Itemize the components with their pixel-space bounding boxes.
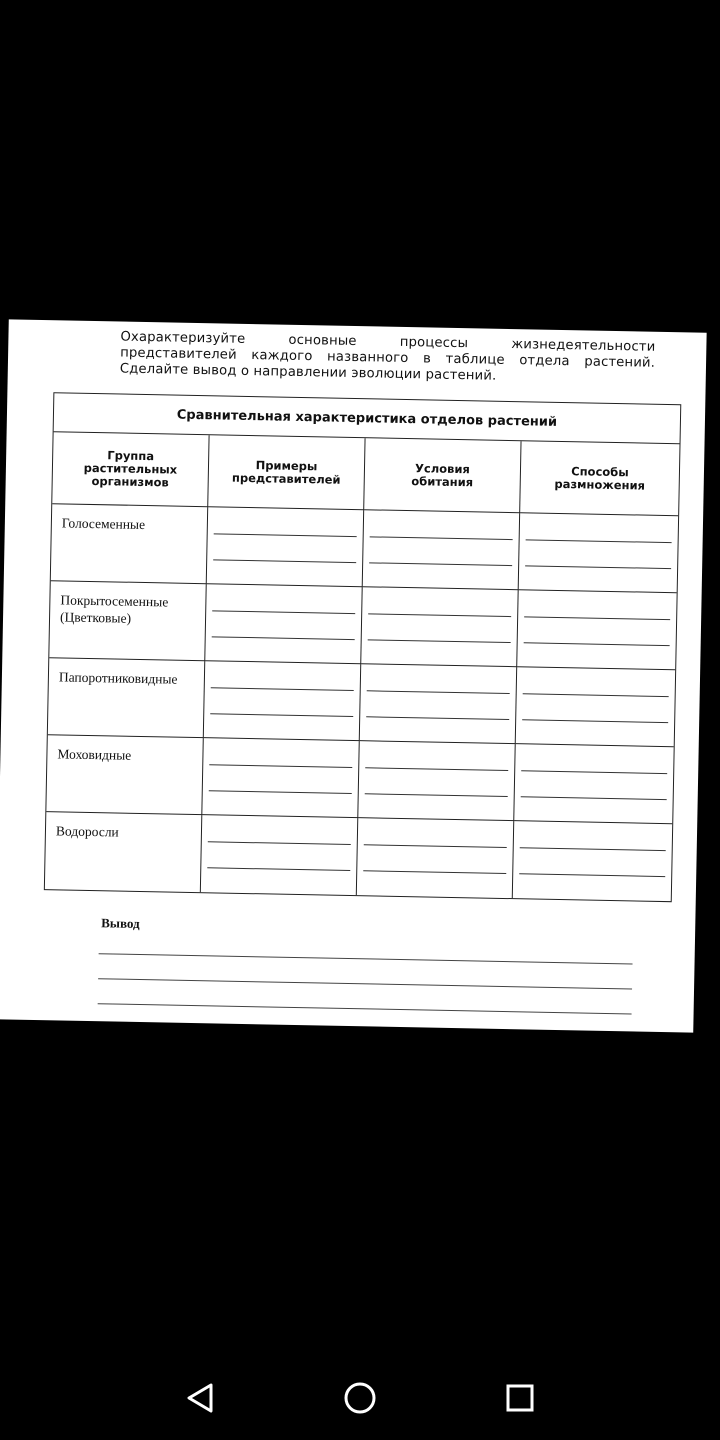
table-answer-cell <box>207 507 364 587</box>
plant-group-name: Папоротниковидные <box>58 669 178 687</box>
answer-line <box>367 690 510 694</box>
answer-line <box>364 844 507 848</box>
comparison-table <box>44 392 681 902</box>
answer-line <box>523 693 669 697</box>
worksheet-page <box>0 319 707 1032</box>
home-button[interactable] <box>332 1370 388 1426</box>
answer-line <box>524 616 670 620</box>
table-grid <box>45 432 680 901</box>
answer-line <box>368 639 511 643</box>
column-header-habitat: Условия обитания <box>364 438 521 513</box>
recents-button[interactable] <box>492 1370 548 1426</box>
table-answer-cell <box>514 744 673 824</box>
answer-line <box>211 687 354 691</box>
answer-line <box>210 713 353 717</box>
answer-line <box>212 636 355 640</box>
table-answer-cell <box>517 590 676 670</box>
table-answer-cell <box>516 667 675 747</box>
back-button[interactable] <box>172 1370 228 1426</box>
table-answer-cell <box>204 661 361 741</box>
back-icon <box>185 1382 215 1414</box>
table-answer-cell <box>357 818 514 898</box>
answer-line <box>369 562 512 566</box>
answer-line <box>370 536 513 540</box>
answer-line <box>368 613 511 617</box>
answer-line <box>207 867 350 871</box>
plant-group-name: Покрытосеменные (Цветковые) <box>59 592 169 626</box>
answer-line <box>213 559 356 563</box>
answer-line <box>212 610 355 614</box>
table-answer-cell <box>360 664 517 744</box>
table-row-group-cell <box>48 658 205 738</box>
home-icon <box>343 1381 377 1415</box>
answer-line <box>524 642 670 646</box>
table-title: Сравнительная характеристика отделов растений <box>54 393 681 444</box>
answer-line <box>520 847 666 851</box>
answer-line <box>525 565 671 569</box>
answer-line <box>365 793 508 797</box>
table-row-group-cell <box>49 581 206 661</box>
table-row-group-cell <box>51 504 208 584</box>
table-row-group-cell <box>45 812 202 892</box>
table-answer-cell <box>201 815 358 895</box>
plant-group-name: Моховидные <box>57 746 132 763</box>
answer-line <box>209 790 352 794</box>
answer-line <box>208 841 351 845</box>
answer-line <box>521 796 667 800</box>
table-answer-cell <box>205 584 362 664</box>
column-header-group: Группа растительных организмов <box>52 432 209 507</box>
answer-line <box>519 873 665 877</box>
answer-line <box>521 770 667 774</box>
answer-line <box>522 719 668 723</box>
system-navigation-bar <box>0 1355 720 1440</box>
plant-group-name: Голосеменные <box>61 515 146 533</box>
instruction-text: Охарактеризуйте основные процессы жизнедеятельности представителей каждого названного в таблице отдела растений. Сделайте вывод о направлении эволюции растений. <box>119 329 656 384</box>
table-answer-cell <box>363 510 520 590</box>
table-answer-cell <box>202 738 359 818</box>
conclusion-label: Вывод <box>101 915 140 931</box>
conclusion-answer-line <box>98 978 632 989</box>
column-header-examples: Примеры представителей <box>208 435 365 510</box>
answer-line <box>526 539 672 543</box>
answer-line <box>366 716 509 720</box>
column-header-reproduction: Способы размножения <box>520 441 679 516</box>
plant-group-name: Водоросли <box>55 823 119 840</box>
table-answer-cell <box>361 587 518 667</box>
answer-line <box>214 533 357 537</box>
conclusion-answer-line <box>98 1003 632 1014</box>
table-answer-cell <box>358 741 515 821</box>
answer-line <box>363 870 506 874</box>
answer-line <box>209 764 352 768</box>
table-row-group-cell <box>46 735 203 815</box>
answer-line <box>365 767 508 771</box>
conclusion-answer-line <box>99 953 633 964</box>
recents-icon <box>505 1383 535 1413</box>
table-answer-cell <box>519 513 678 593</box>
table-answer-cell <box>513 821 672 901</box>
